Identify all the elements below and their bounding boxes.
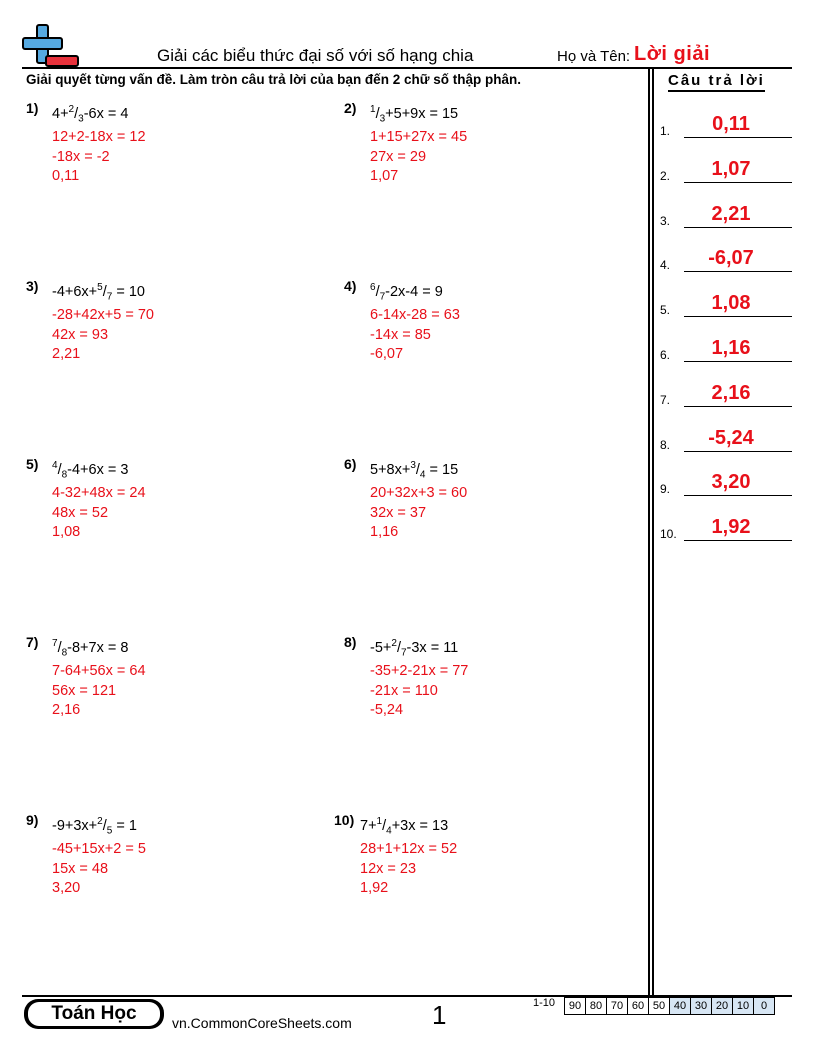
fraction-denominator: 3: [78, 113, 84, 125]
equation-prefix: -4+6x+: [52, 283, 98, 300]
answers-heading: Câu trả lời: [668, 72, 765, 92]
page-title: Giải các biểu thức đại số với số hạng chia: [157, 46, 474, 65]
solution-step: -6,07: [370, 346, 404, 362]
fraction-denominator: 7: [106, 291, 113, 303]
answer-line: [684, 227, 792, 228]
score-cell: 0: [753, 998, 774, 1014]
fraction-denominator: 8: [61, 469, 68, 481]
solution-step: 15x = 48: [52, 860, 109, 877]
fraction-numerator: 7: [52, 638, 58, 649]
equation-suffix: -3x = 11: [406, 639, 459, 656]
solution-step: -35+2-21x = 77: [370, 663, 469, 679]
solution-step: 6-14x-28 = 63: [370, 307, 460, 323]
fraction-slash: /: [74, 105, 79, 122]
name-value: Lời giải: [634, 43, 711, 65]
problem-equation: [52, 460, 128, 481]
solution-steps: [52, 128, 146, 187]
answer-number: 6.: [660, 348, 671, 362]
answer-row-8: [660, 422, 792, 452]
equation-prefix: 7+: [360, 817, 377, 834]
solution-step: 2,16: [52, 702, 81, 718]
answer-row-10: [660, 511, 792, 541]
problem-number: 10): [334, 812, 355, 828]
solution-step: -5,24: [370, 702, 404, 718]
solution-step: 1,07: [370, 168, 399, 184]
fraction-slash: /: [57, 461, 62, 478]
page-number: 1: [432, 1000, 447, 1030]
site-url: vn.CommonCoreSheets.com: [172, 1015, 352, 1031]
solution-step: 3,20: [52, 880, 81, 896]
fraction-slash: /: [102, 817, 107, 834]
answer-row-9: [660, 466, 792, 496]
answer-line: [684, 495, 792, 496]
equation-suffix: -2x-4 = 9: [385, 283, 443, 300]
problem-number: 8): [344, 634, 357, 650]
fraction-denominator: 8: [61, 647, 68, 659]
answer-number: 10.: [660, 527, 677, 542]
equation-prefix: 4+: [52, 105, 69, 122]
fraction-slash: /: [382, 817, 387, 834]
solution-step: 0,11: [52, 168, 80, 184]
answer-number: 1.: [660, 124, 671, 138]
answer-line: [684, 361, 792, 362]
fraction-numerator: 5: [97, 282, 103, 293]
solution-step: 20+32x+3 = 60: [370, 485, 468, 501]
equation-suffix: +5+9x = 15: [385, 105, 459, 122]
solution-step: 7-64+56x = 64: [52, 663, 146, 679]
solution-step: 12x = 23: [360, 860, 417, 877]
answer-number: 7.: [660, 392, 671, 407]
fraction-slash: /: [415, 461, 420, 478]
fraction-numerator: 2: [97, 816, 103, 827]
problem-equation: [370, 104, 458, 125]
problem-number: 5): [26, 456, 39, 472]
answer-row-4: [660, 242, 792, 272]
answer-row-2: [660, 153, 792, 183]
fraction-slash: /: [375, 283, 380, 300]
solution-steps: [370, 128, 467, 187]
equation-suffix: = 15: [425, 461, 459, 478]
score-cell: 70: [606, 998, 627, 1014]
instructions: Giải quyết từng vấn đề. Làm tròn câu trả lời của bạn đến 2 chữ số thập phân.: [26, 72, 521, 87]
score-cell: 20: [711, 998, 732, 1014]
fraction-numerator: 3: [410, 460, 416, 471]
problem-equation: [52, 104, 128, 125]
fraction-slash: /: [375, 105, 380, 122]
fraction-slash: /: [396, 639, 401, 656]
column-divider: [652, 69, 654, 996]
equation-suffix: -6x = 4: [83, 105, 129, 122]
equation-prefix: 5+8x+: [370, 461, 411, 478]
problem-equation: [52, 816, 137, 837]
name-label: Họ và Tên:: [557, 48, 631, 65]
problem-number: 4): [344, 278, 357, 294]
answer-number: 2.: [660, 168, 671, 183]
problem-equation: [370, 460, 458, 481]
problem-number: 1): [26, 100, 39, 116]
solution-step: 42x = 93: [52, 326, 109, 343]
solution-step: -28+42x+5 = 70: [52, 307, 154, 323]
answer-value: 2,16: [711, 381, 751, 404]
header-divider: [22, 67, 792, 69]
solution-step: 2,21: [52, 346, 81, 362]
answer-line: [684, 271, 792, 272]
answer-number: 4.: [660, 258, 671, 273]
solution-step: 12+2-18x = 12: [52, 129, 146, 145]
problem-equation: [52, 638, 128, 659]
equation-suffix: -8+7x = 8: [67, 639, 129, 656]
score-table: [564, 997, 775, 1015]
column-divider: [648, 69, 650, 996]
fraction-denominator: 3: [379, 113, 386, 125]
fraction-numerator: 6: [370, 282, 376, 293]
answer-value: 3,20: [711, 471, 751, 494]
solution-step: 1+15+27x = 45: [370, 129, 468, 145]
solution-step: 27x = 29: [370, 148, 427, 165]
solution-steps: [52, 662, 146, 721]
solution-steps: [360, 840, 457, 899]
equation-suffix: +3x = 13: [391, 817, 449, 834]
problem-number: 2): [344, 100, 357, 116]
score-cell: 60: [627, 998, 648, 1014]
score-range-label: 1-10: [533, 997, 556, 1009]
answer-value: 1,92: [711, 516, 751, 539]
answer-row-6: [660, 332, 792, 362]
answer-value: 1,07: [711, 157, 751, 180]
plus-minus-logo-icon: [22, 24, 80, 68]
score-cell: 30: [690, 998, 711, 1014]
fraction-denominator: 4: [386, 825, 392, 837]
answer-value: 0,11: [712, 113, 750, 135]
problem-equation: [52, 282, 145, 303]
problem-equation: [370, 638, 458, 659]
fraction-denominator: 4: [419, 469, 426, 481]
problem-equation: [360, 816, 448, 837]
solution-step: 56x = 121: [52, 682, 117, 699]
fraction-denominator: 5: [106, 825, 113, 837]
solution-steps: [52, 306, 154, 365]
solution-step: -14x = 85: [370, 326, 431, 343]
answer-line: [684, 406, 792, 407]
problem-number: 3): [26, 278, 39, 294]
solution-steps: [370, 662, 468, 721]
solution-step: 1,16: [370, 524, 399, 540]
solution-steps: [52, 484, 146, 543]
answer-line: [684, 182, 792, 183]
equation-prefix: -9+3x+: [52, 817, 98, 834]
score-cell: 90: [568, 1000, 582, 1012]
solution-steps: [370, 306, 460, 365]
problem-number: 7): [26, 634, 39, 650]
fraction-numerator: 4: [52, 460, 58, 471]
answer-row-1: [660, 108, 792, 138]
solution-step: 32x = 37: [370, 504, 427, 521]
brand-label: Toán Học: [28, 1002, 160, 1026]
answer-row-5: [660, 287, 792, 317]
answer-value: 1,16: [711, 337, 751, 359]
fraction-numerator: 2: [68, 104, 75, 115]
answer-line: [684, 451, 792, 452]
equation-suffix: = 10: [112, 283, 145, 300]
answer-number: 5.: [660, 303, 671, 318]
solution-step: 4-32+48x = 24: [52, 485, 146, 501]
problem-number: 6): [344, 456, 357, 472]
brand-badge: [24, 999, 164, 1029]
fraction-denominator: 7: [379, 291, 386, 303]
fraction-slash: /: [102, 283, 107, 300]
solution-step: 1,92: [360, 880, 389, 896]
answer-number: 3.: [660, 213, 671, 228]
fraction-numerator: 2: [391, 638, 397, 649]
score-cell: 10: [732, 998, 753, 1014]
problem-equation: [370, 282, 443, 303]
answer-line: [684, 137, 792, 138]
answer-line: [684, 540, 792, 541]
solution-step: -18x = -2: [52, 148, 110, 165]
answer-value: -5,24: [708, 426, 754, 449]
solution-step: -45+15x+2 = 5: [52, 841, 146, 857]
answer-value: -6,07: [708, 247, 754, 270]
answer-value: 1,08: [711, 292, 751, 315]
score-cell: 40: [669, 998, 690, 1014]
fraction-numerator: 1: [376, 816, 383, 827]
equation-suffix: = 1: [112, 817, 137, 834]
solution-step: 48x = 52: [52, 504, 109, 521]
answer-line: [684, 316, 792, 317]
equation-prefix: -5+: [370, 639, 392, 656]
solution-steps: [52, 840, 146, 899]
fraction-numerator: 1: [370, 104, 376, 115]
answer-row-3: [660, 198, 792, 228]
score-cell: 50: [648, 998, 669, 1014]
score-cell: 80: [585, 998, 606, 1014]
solution-step: 28+1+12x = 52: [360, 841, 458, 857]
solution-step: -21x = 110: [370, 682, 438, 699]
solution-step: 1,08: [52, 524, 81, 540]
answer-row-7: [660, 377, 792, 407]
equation-suffix: -4+6x = 3: [67, 461, 129, 478]
answer-number: 9.: [660, 482, 671, 497]
fraction-denominator: 7: [400, 647, 407, 659]
answer-number: 8.: [660, 437, 671, 452]
solution-steps: [370, 484, 467, 543]
answer-value: 2,21: [711, 202, 751, 225]
fraction-slash: /: [57, 639, 62, 656]
problem-number: 9): [26, 812, 39, 828]
